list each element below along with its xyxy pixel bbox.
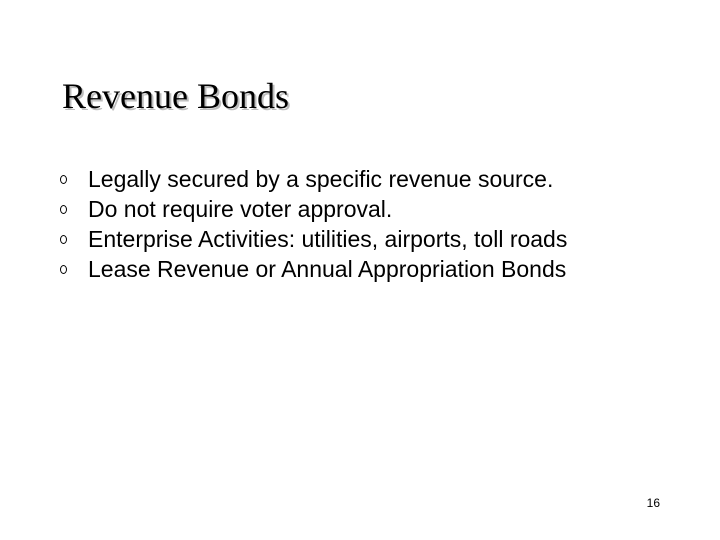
bullet-text: Lease Revenue or Annual Appropriation Bonds xyxy=(88,256,567,282)
bullet-text: Do not require voter approval. xyxy=(88,196,393,222)
bullet-item xyxy=(60,254,680,284)
hollow-circle-icon xyxy=(60,175,67,184)
bullet-list xyxy=(60,164,680,284)
hollow-circle-icon xyxy=(60,265,67,274)
bullet-item xyxy=(60,164,680,194)
bullet-item xyxy=(60,194,680,224)
hollow-circle-icon xyxy=(60,235,67,244)
slide-title: Revenue Bonds xyxy=(62,76,289,116)
bullet-item xyxy=(60,224,680,254)
bullet-text: Legally secured by a specific revenue source. xyxy=(88,166,554,192)
hollow-circle-icon xyxy=(60,205,67,214)
page-number: 16 xyxy=(646,496,660,510)
bullet-text: Enterprise Activities: utilities, airports, toll roads xyxy=(88,226,568,252)
